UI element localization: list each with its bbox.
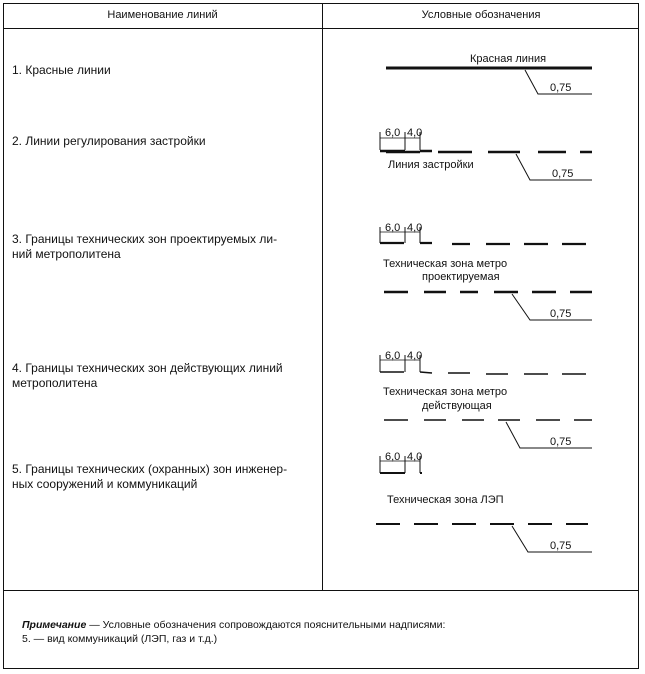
note-text-1: — Условные обозначения сопровождаются пояснительными надписями: (86, 619, 446, 631)
row-5-name-line2: ных сооружений и коммуникаций (12, 477, 198, 491)
row-4-width-label: 0,75 (550, 436, 572, 448)
row-3-name-line2: ний метрополитена (12, 247, 121, 261)
row-5-name-line1: 5. Границы технических (охранных) зон инженер- (12, 462, 288, 476)
row-3-legend-label-1: Техническая зона метро (383, 258, 508, 270)
row-3-width-label: 0,75 (550, 308, 572, 320)
metro-project-line-top (380, 243, 586, 244)
row-2-dim-b: 4,0 (407, 127, 423, 139)
row-4-dim-b: 4,0 (407, 350, 423, 362)
row-2-width-label: 0,75 (552, 168, 574, 180)
width-leader (506, 422, 592, 448)
row-4-name-line2: метрополитена (12, 376, 98, 390)
row-5-dim-b: 4,0 (407, 451, 423, 463)
row-5-width-label: 0,75 (550, 540, 572, 552)
note-title: Примечание (22, 619, 87, 631)
note (22, 618, 445, 646)
metro-active-line-top (380, 372, 586, 374)
row-3-legend-label-2: проектируемая (422, 271, 500, 283)
row-4-name-line1: 4. Границы технических зон действующих линий (12, 361, 283, 375)
row-3-dim-b: 4,0 (407, 222, 423, 234)
row-2-dim-a: 6,0 (385, 127, 401, 139)
row-1-width-label: 0,75 (550, 82, 572, 94)
row-1-name-line1: 1. Красные линии (12, 63, 111, 77)
header-col-names: Наименование линий (107, 9, 218, 21)
row-5-dim-a: 6,0 (385, 451, 401, 463)
row-4-legend-label-2: действующая (422, 400, 492, 412)
row-2-name-line1: 2. Линии регулирования застройки (12, 134, 206, 148)
row-4-dim-a: 6,0 (385, 350, 401, 362)
row-4-legend-label-1: Техническая зона метро (383, 386, 508, 398)
row-1-legend-label: Красная линия (470, 53, 547, 65)
row-3-name-line1: 3. Границы технических зон проектируемых ли- (12, 232, 278, 246)
row-2-legend-label: Линия застройки (388, 159, 474, 171)
row-3-dim-a: 6,0 (385, 222, 401, 234)
note-line-1 (22, 618, 445, 632)
row-5-legend-label: Техническая зона ЛЭП (387, 494, 504, 506)
note-line-2: 5. — вид коммуникаций (ЛЭП, газ и т.д.) (22, 633, 218, 645)
header-col-legend: Условные обозначения (421, 9, 541, 21)
